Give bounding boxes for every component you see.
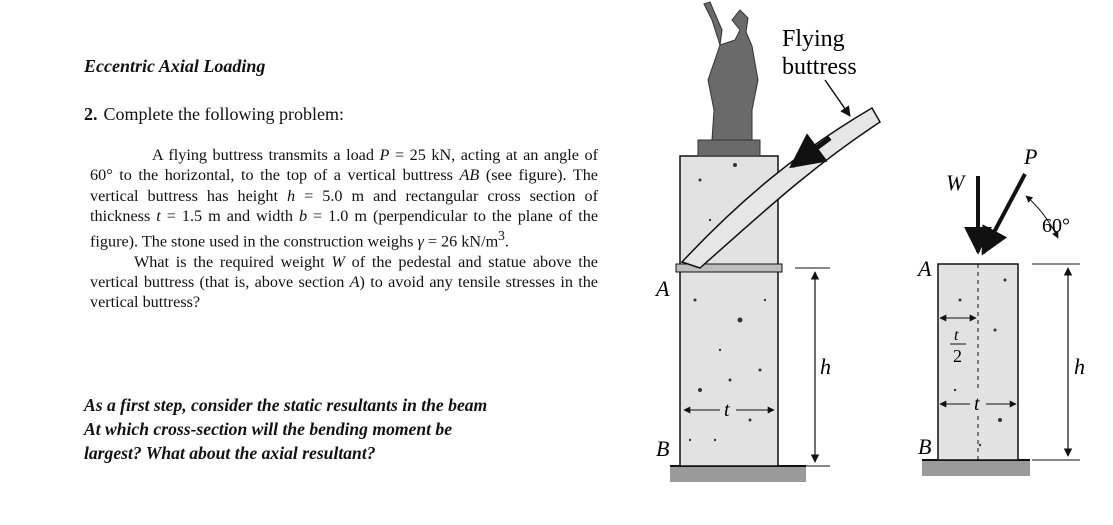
label-a-right: A bbox=[918, 256, 932, 281]
prompt-line-3: largest? What about the axial resultant? bbox=[84, 443, 376, 463]
label-t-right: t bbox=[974, 393, 980, 415]
buttress-figure bbox=[640, 0, 1113, 520]
statue bbox=[698, 2, 760, 156]
flying-buttress-label-line2: buttress bbox=[782, 54, 857, 80]
label-b-left: B bbox=[656, 436, 670, 461]
problem-paragraph-2: What is the required weight W of the pedestal and statue above the vertical buttress (that is, above section A) to avoid any tensile stresses in the vertical buttress? bbox=[90, 252, 598, 312]
flying-buttress-leader-arrow bbox=[825, 80, 850, 116]
label-h-right: h bbox=[1074, 354, 1085, 379]
flying-buttress-label-line1: Flying bbox=[782, 26, 845, 52]
ground-left bbox=[670, 466, 806, 482]
vertical-buttress bbox=[680, 268, 778, 466]
problem-heading bbox=[84, 104, 344, 125]
prompt-line-2: At which cross-section will the bending moment be bbox=[84, 419, 453, 439]
label-t-left: t bbox=[724, 399, 730, 421]
buttress-figure-svg bbox=[640, 0, 1113, 520]
label-a-left: A bbox=[656, 276, 670, 301]
problem-heading-text: Complete the following problem: bbox=[103, 104, 344, 124]
label-b-right: B bbox=[918, 434, 932, 459]
label-p: P bbox=[1024, 144, 1038, 169]
label-angle: 60° bbox=[1042, 215, 1070, 237]
ground-right bbox=[922, 460, 1030, 476]
section-title: Eccentric Axial Loading bbox=[84, 56, 266, 76]
load-p-arrow bbox=[983, 174, 1025, 253]
first-step-prompt bbox=[84, 393, 624, 465]
problem-number: 2. bbox=[84, 104, 98, 124]
prompt-line-1: As a first step, consider the static resultants in the beam bbox=[84, 395, 488, 415]
label-h-left: h bbox=[820, 354, 831, 379]
problem-paragraph-1: A flying buttress transmits a load P = 25 kN, acting at an angle of 60° to the horizontal, to the top of a vertical buttress AB (see figure). The vertical buttress has height h = 5.0 m and rectangular cross section of thickness t = 1.5 m and width b = 1.0 m (perpendicular to the plane of the figure). The stone used in the construction weighs γ = 26 $kN/m^3$. bbox=[90, 146, 599, 251]
label-w: W bbox=[946, 170, 965, 195]
label-t-half-num: t bbox=[954, 327, 959, 344]
problem-statement bbox=[90, 145, 598, 313]
label-t-half-den: 2 bbox=[953, 346, 962, 366]
